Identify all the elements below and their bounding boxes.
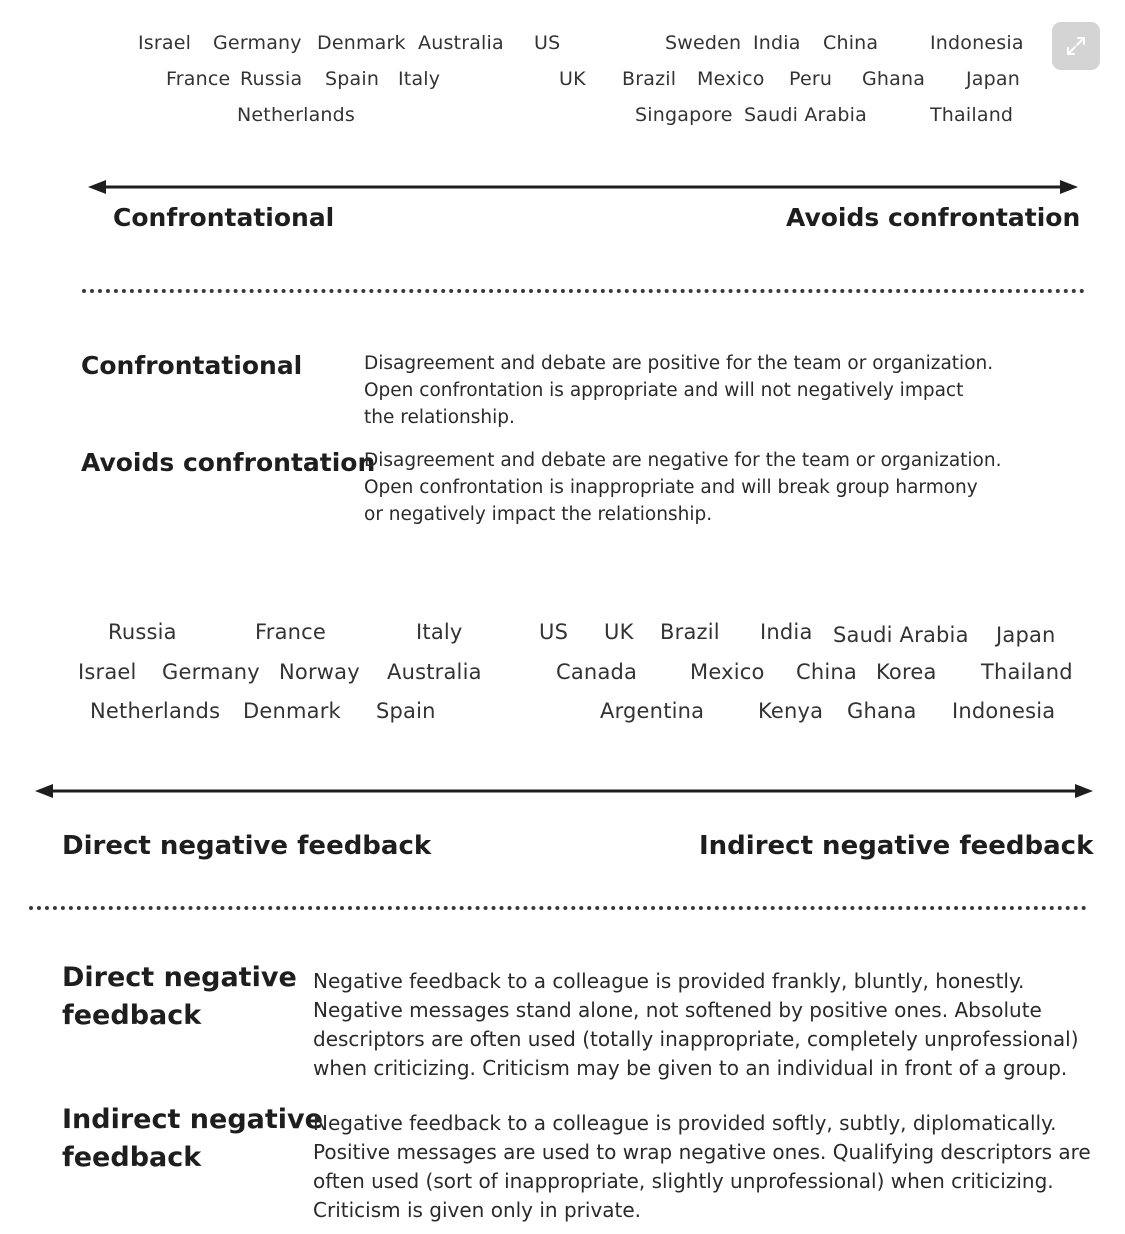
country-label: Kenya: [758, 699, 824, 723]
country-label: Japan: [966, 68, 1020, 90]
country-label: Ghana: [847, 699, 917, 723]
country-label: Israel: [138, 32, 192, 54]
country-label: Ghana: [862, 68, 926, 90]
country-label: Korea: [876, 660, 937, 684]
country-label: Indonesia: [930, 32, 1024, 54]
country-label: Brazil: [622, 68, 677, 90]
definition-text: Negative feedback to a colleague is provided softly, subtly, diplomatically. Positive messages are used to wrap negative ones. Qualifying descriptors are often used (sort of inappropriate, slightly unprofessional) when criticizing. Criticism is given only in private.: [313, 1111, 1091, 1222]
country-label: Mexico: [697, 68, 765, 90]
definition-term: Indirect negative feedback: [62, 1104, 323, 1173]
country-label: Argentina: [600, 699, 705, 723]
country-label: Russia: [108, 620, 177, 644]
country-label: Germany: [213, 32, 302, 54]
scale2-right-label: Indirect negative feedback: [699, 831, 1094, 861]
country-label: France: [166, 68, 231, 90]
country-label: Denmark: [317, 32, 406, 54]
country-label: Spain: [325, 68, 380, 90]
country-label: Italy: [416, 620, 463, 644]
country-label: Norway: [279, 660, 360, 684]
scale1-left-label: Confrontational: [113, 203, 335, 232]
country-label: Saudi Arabia: [833, 623, 969, 647]
country-label: UK: [559, 68, 586, 90]
definition-text: Disagreement and debate are positive for the team or organization. Open confrontation is appropriate and will not negatively impact the relationship.: [364, 353, 994, 428]
country-label: Sweden: [665, 32, 742, 54]
country-label: Italy: [398, 68, 441, 90]
country-label: Germany: [162, 660, 260, 684]
country-label: Israel: [78, 660, 137, 684]
country-label: Spain: [376, 699, 436, 723]
country-label: Australia: [387, 660, 482, 684]
country-label: Canada: [556, 660, 638, 684]
definition-term: Direct negative feedback: [62, 962, 297, 1031]
country-label: Netherlands: [237, 104, 356, 126]
country-label: Russia: [240, 68, 303, 90]
country-label: Netherlands: [90, 699, 221, 723]
country-label: China: [796, 660, 857, 684]
country-label: Denmark: [243, 699, 341, 723]
dotted-divider: [82, 289, 1085, 293]
definition-text: Negative feedback to a colleague is provided frankly, bluntly, honestly. Negative messages stand alone, not softened by positive ones. Absolute descriptors are often used (totally inappropriate, completely unprofessional) when criticizing. Criticism may be given to an individual in front of a group.: [313, 969, 1079, 1080]
country-label: Japan: [996, 623, 1056, 647]
country-label: Indonesia: [952, 699, 1056, 723]
scale2-left-label: Direct negative feedback: [62, 831, 432, 861]
country-label: Australia: [418, 32, 504, 54]
country-label: Singapore: [635, 104, 733, 126]
country-label: Saudi Arabia: [744, 104, 867, 126]
country-label: Peru: [789, 68, 833, 90]
country-label: India: [760, 620, 813, 644]
country-label: US: [539, 620, 569, 644]
country-label: UK: [604, 620, 634, 644]
country-label: US: [534, 32, 561, 54]
country-label: Mexico: [690, 660, 765, 684]
definition-term: Confrontational: [81, 351, 303, 380]
dotted-divider: [29, 906, 1087, 910]
definition-text: Disagreement and debate are negative for the team or organization. Open confrontation is inappropriate and will break group harmony or negatively impact the relationship.: [364, 450, 1002, 525]
definition-term: Avoids confrontation: [81, 448, 376, 477]
scale1-right-label: Avoids confrontation: [786, 203, 1081, 232]
country-label: Thailand: [981, 660, 1073, 684]
country-label: France: [255, 620, 327, 644]
scale2-arrow: [0, 760, 1125, 820]
country-label: Thailand: [930, 104, 1014, 126]
country-label: Brazil: [660, 620, 720, 644]
country-label: China: [823, 32, 879, 54]
scale1-arrow: [0, 0, 1125, 200]
country-label: India: [753, 32, 801, 54]
